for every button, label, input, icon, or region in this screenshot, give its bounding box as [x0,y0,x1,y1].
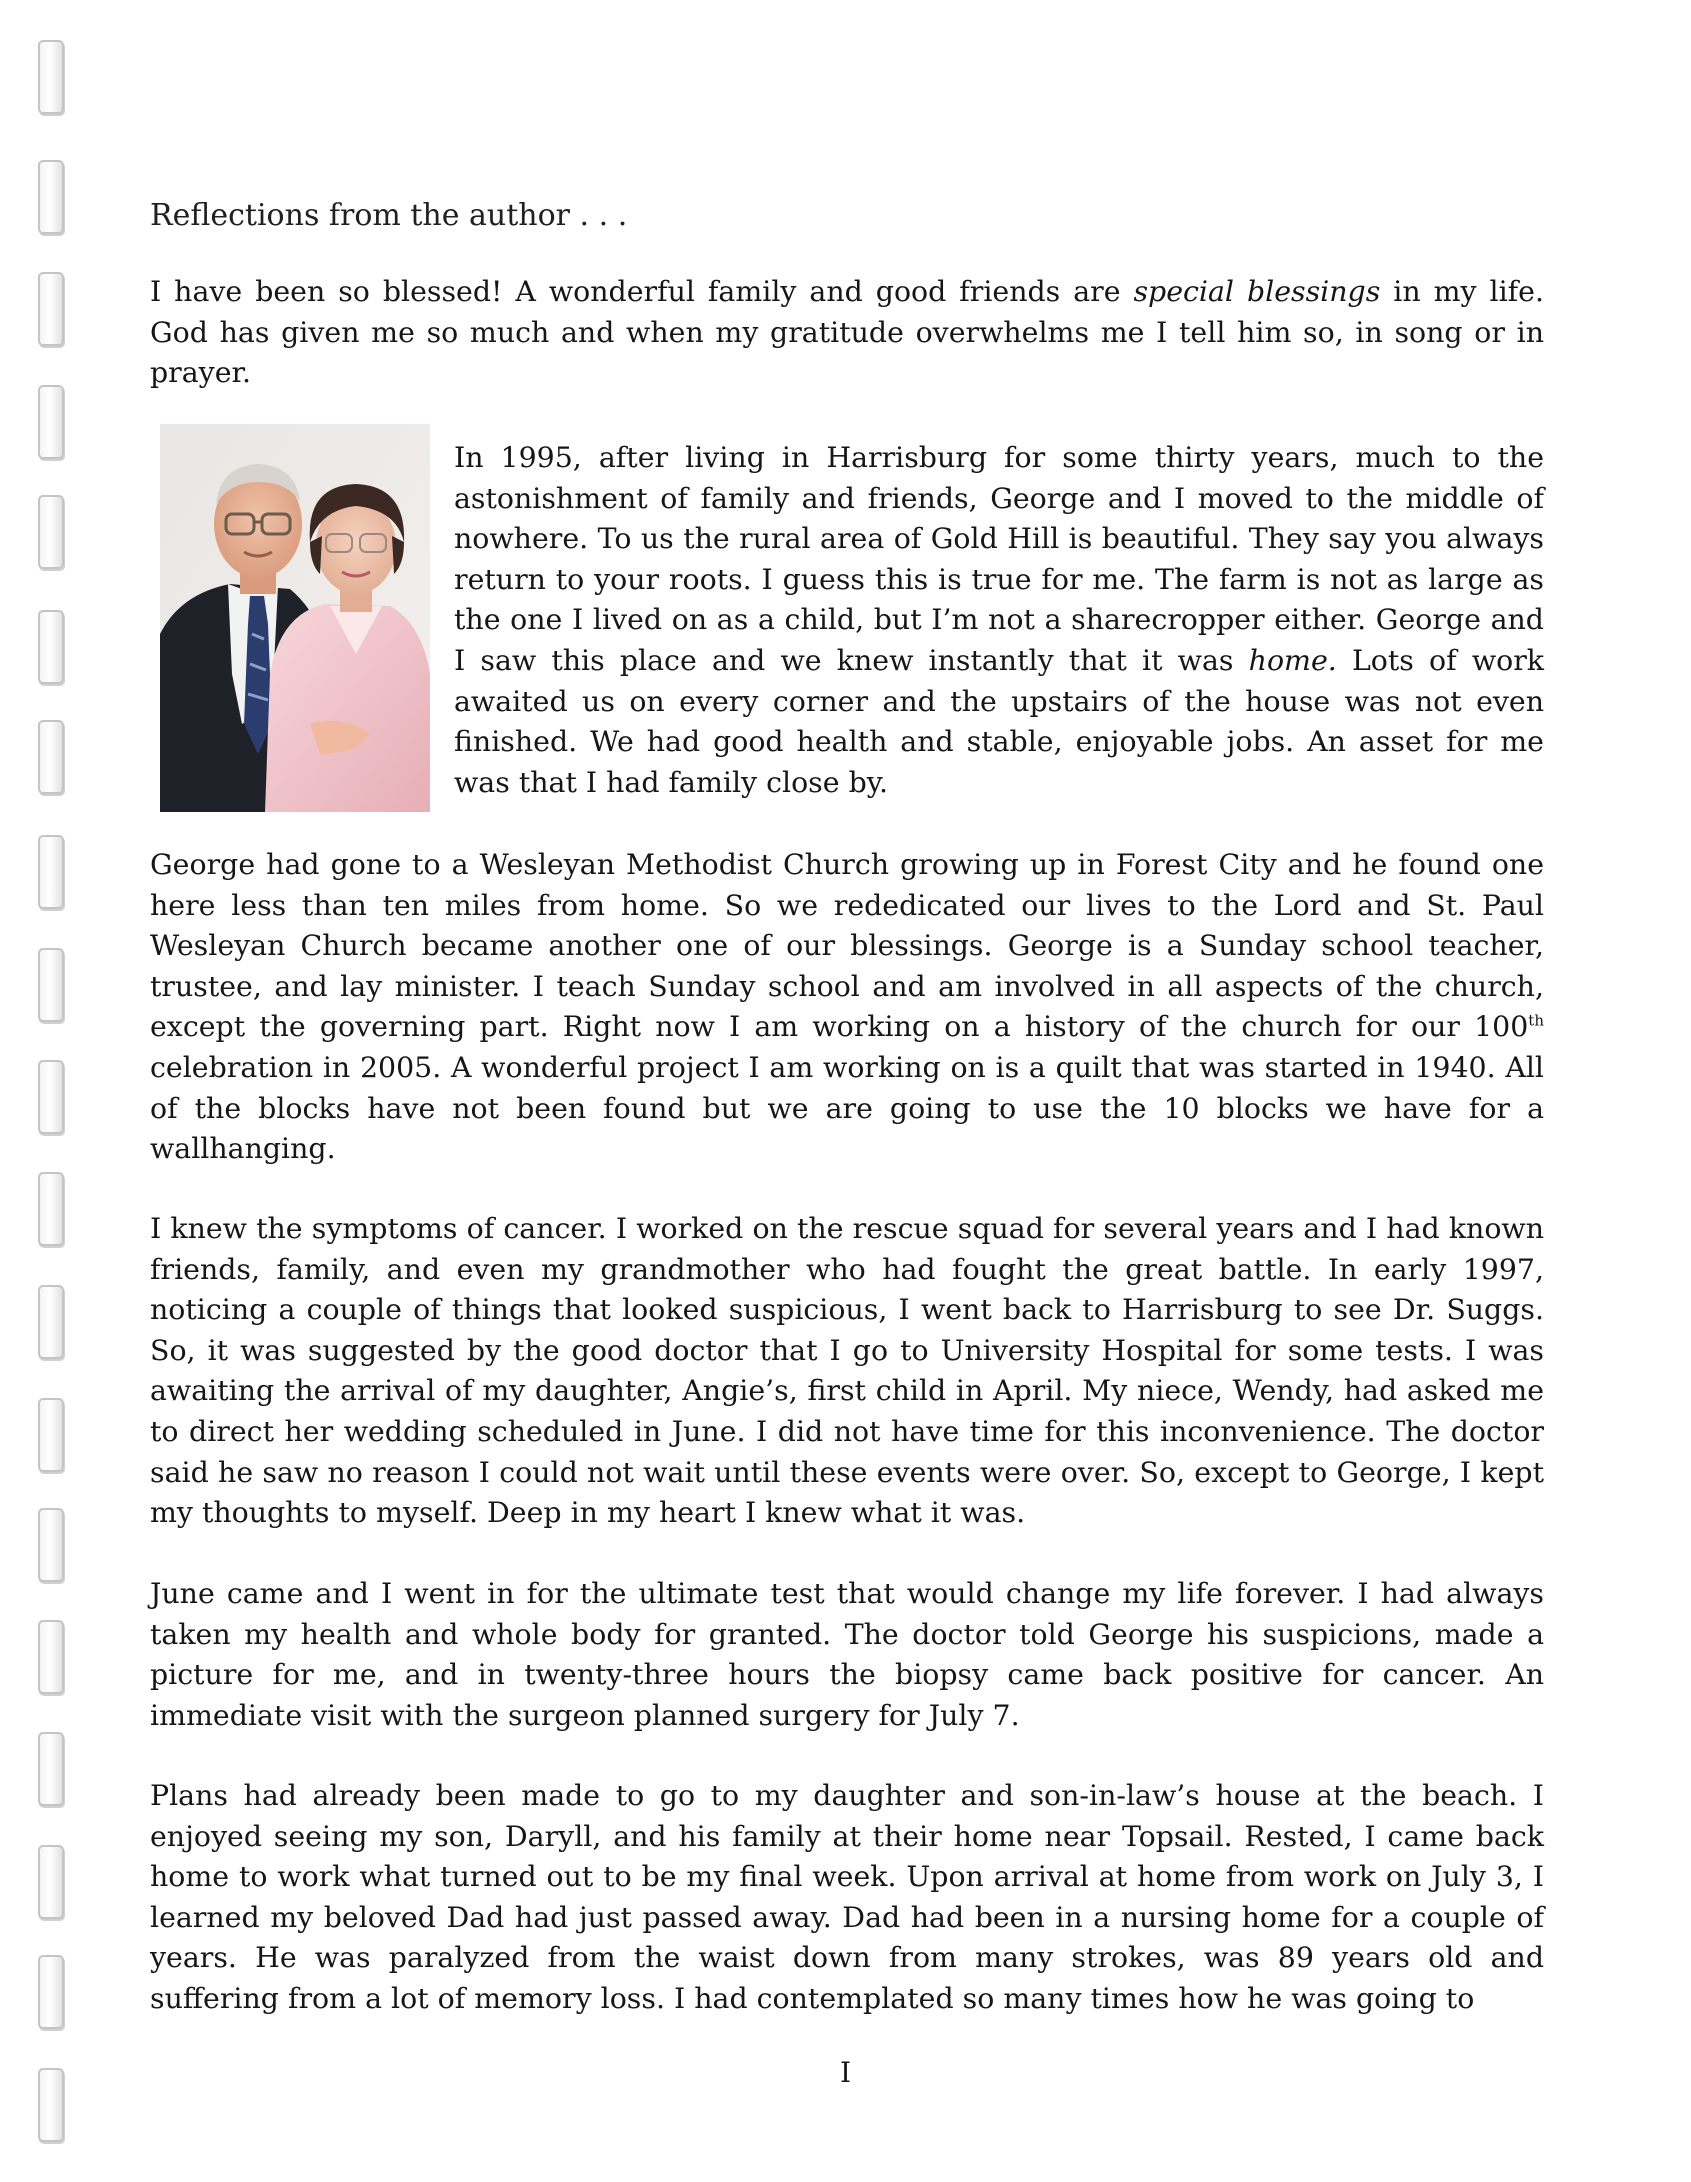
paragraph-text: celebration in 2005. A wonderful project I am working on is a quilt that was started in 1940. All of the blocks have not been found but we are going to use the 10 blocks we have for a wallhanging. [150,1050,1544,1166]
section-heading: Reflections from the author . . . [150,198,628,233]
paragraph-text: Lots of work awaited us on every corner and the upstairs of the house was not even finished. We had good health and stable, enjoyable jobs. An asset for me was that I had family close by. [454,643,1545,799]
couple-photo-illustration [160,424,430,812]
binding-ring [38,720,64,794]
binding-ring [38,40,64,114]
paragraph-church [150,845,1544,1170]
superscript-text: th [1528,1011,1544,1030]
paragraph-symptoms: I knew the symptoms of cancer. I worked on the rescue squad for several years and I had known friends, family, and even my grandmother who had fought the great battle. In early 1997, noticing a couple of things that looked suspicious, I went back to Harrisburg to see Dr. Suggs. So, it was suggested by the good doctor that I go to University Hospital for some tests. I was awaiting the arrival of my daughter, Angie’s, first child in April. My niece, Wendy, had asked me to direct her wedding scheduled in June. I did not have time for this inconvenience. The doctor said he saw no reason I could not wait until these events were over. So, except to George, I kept my thoughts to myself. Deep in my heart I knew what it was. [150,1212,1544,1530]
binding-ring [38,1732,64,1806]
binding-ring [38,1398,64,1472]
binding-ring [38,1172,64,1246]
binding-ring [38,1060,64,1134]
binding-ring [38,272,64,346]
binding-ring [38,1620,64,1694]
paragraph-text: I have been so blessed! A wonderful family and good friends are [150,275,1134,308]
paragraph-beach: Plans had already been made to go to my daughter and son-in-law’s house at the beach. I enjoyed seeing my son, Daryll, and his family at their home near Topsail. Rested, I came back home to work what turned out to be my final week. Upon arrival at home from work on July 3, I learned my beloved Dad had just passed away. Dad had been in a nursing home for a couple of years. He was paralyzed from the waist down from many strokes, was 89 years old and suffering from a lot of memory loss. I had contemplated so many times how he was going to [150,1779,1544,2015]
binding-ring [38,948,64,1022]
binding-ring [38,610,64,684]
paragraph-text: In 1995, after living in Harrisburg for some thirty years, much to the astonishment of family and friends, George and I moved to the middle of nowhere. To us the rural area of Gold Hill is beautiful. They say you always return to your roots. I guess this is true for me. The farm is not as large as the one I lived on as a child, but I’m not a sharecropper either. George and I saw this place and we knew instantly that it was [454,441,1544,677]
spiral-binding [38,0,64,2182]
paragraph-text: George had gone to a Wesleyan Methodist Church growing up in Forest City and he found one here less than ten miles from home. So we rededicated our lives to the Lord and St. Paul Wesleyan Church became another one of our blessings. George is a Sunday school teacher, trustee, and lay minister. I teach Sunday school and am involved in all aspects of the church, except the governing part. Right now I am working on a history of the church for our 100 [150,848,1544,1044]
binding-ring [38,495,64,569]
paragraph-text: in my life. God has given me so much and when my gratitude overwhelms me I tell him so, in song or in prayer. [150,275,1544,390]
binding-ring [38,1845,64,1919]
binding-ring [38,1508,64,1582]
paragraph-gold-hill [454,438,1544,803]
emphasis-text: home. [1248,643,1337,677]
couple-photo [160,424,430,812]
binding-ring [38,1955,64,2029]
binding-ring [38,835,64,909]
binding-ring [38,385,64,459]
paragraph-blessed [150,272,1544,394]
binding-ring [38,1285,64,1359]
page-number: I [839,2056,852,2089]
paragraph-biopsy: June came and I went in for the ultimate test that would change my life forever. I had always taken my health and whole body for granted. The doctor told George his suspicions, made a picture for me, and in twenty-three hours the biopsy came back positive for cancer. An immediate visit with the surgeon planned surgery for July 7. [150,1577,1544,1732]
binding-ring [38,160,64,234]
emphasis-text: special blessings [1133,275,1381,308]
